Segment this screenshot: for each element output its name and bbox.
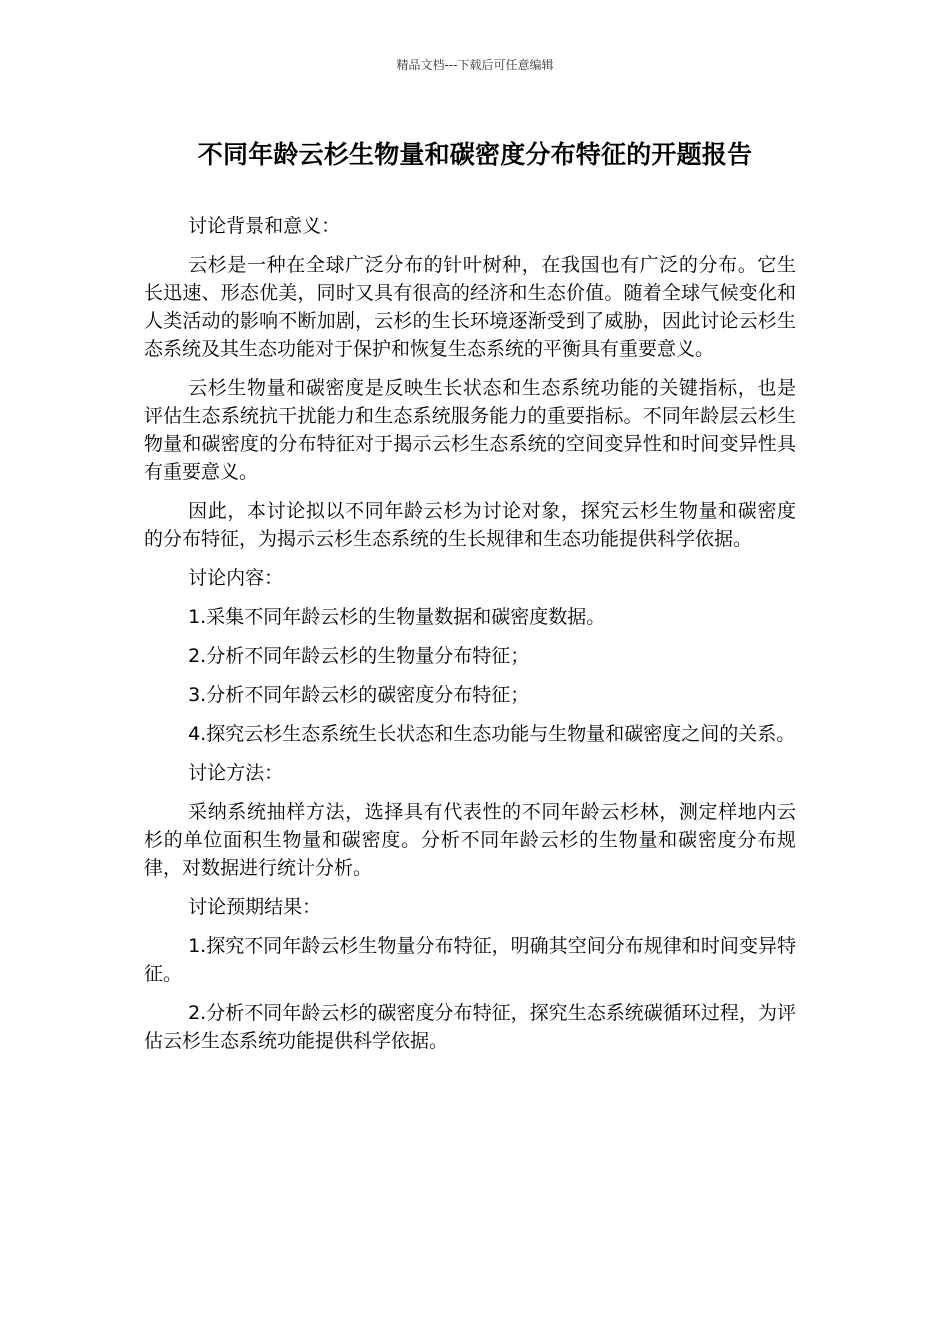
header-note: 精品文档---下载后可任意编辑: [396, 58, 554, 72]
section-heading-background: 讨论背景和意义：: [188, 215, 341, 237]
document-body: [144, 212, 796, 1066]
paragraph: 采纳系统抽样方法，选择具有代表性的不同年龄云杉林，测定样地内云杉的单位面积生物量和碳密度。分析不同年龄云杉的生物量和碳密度分布规律，对数据进行统计分析。: [144, 801, 796, 879]
paragraph: 云杉生物量和碳密度是反映生长状态和生态系统功能的关键指标，也是评估生态系统抗干扰能力和生态系统服务能力的重要指标。不同年龄层云杉生物量和碳密度的分布特征对于揭示云杉生态系统的空间变异性和时间变异性具有重要意义。: [144, 377, 796, 483]
document-title: 不同年龄云杉生物量和碳密度分布特征的开题报告: [197, 140, 753, 169]
section-heading-content: 讨论内容：: [188, 567, 284, 589]
section-heading-results: 讨论预期结果：: [188, 896, 322, 918]
list-item: 1.探究不同年龄云杉生物量分布特征，明确其空间分布规律和时间变异特征。: [144, 935, 796, 985]
list-item: 4.探究云杉生态系统生长状态和生态功能与生物量和碳密度之间的关系。: [188, 723, 796, 745]
list-item: 2.分析不同年龄云杉的碳密度分布特征，探究生态系统碳循环过程，为评估云杉生态系统功能提供科学依据。: [144, 1002, 796, 1052]
list-item: 3.分析不同年龄云杉的碳密度分布特征；: [188, 684, 530, 706]
section-heading-method: 讨论方法：: [188, 762, 284, 784]
list-item: 1.采集不同年龄云杉的生物量数据和碳密度数据。: [188, 606, 606, 628]
paragraph: 云杉是一种在全球广泛分布的针叶树种，在我国也有广泛的分布。它生长迅速、形态优美，同时又具有很高的经济和生态价值。随着全球气候变化和人类活动的影响不断加剧，云杉的生长环境逐渐受到了威胁，因此讨论云杉生态系统及其生态功能对于保护和恢复生态系统的平衡具有重要意义。: [144, 254, 796, 360]
paragraph: 因此，本讨论拟以不同年龄云杉为讨论对象，探究云杉生物量和碳密度的分布特征，为揭示云杉生态系统的生长规律和生态功能提供科学依据。: [144, 500, 796, 550]
list-item: 2.分析不同年龄云杉的生物量分布特征；: [188, 645, 530, 667]
